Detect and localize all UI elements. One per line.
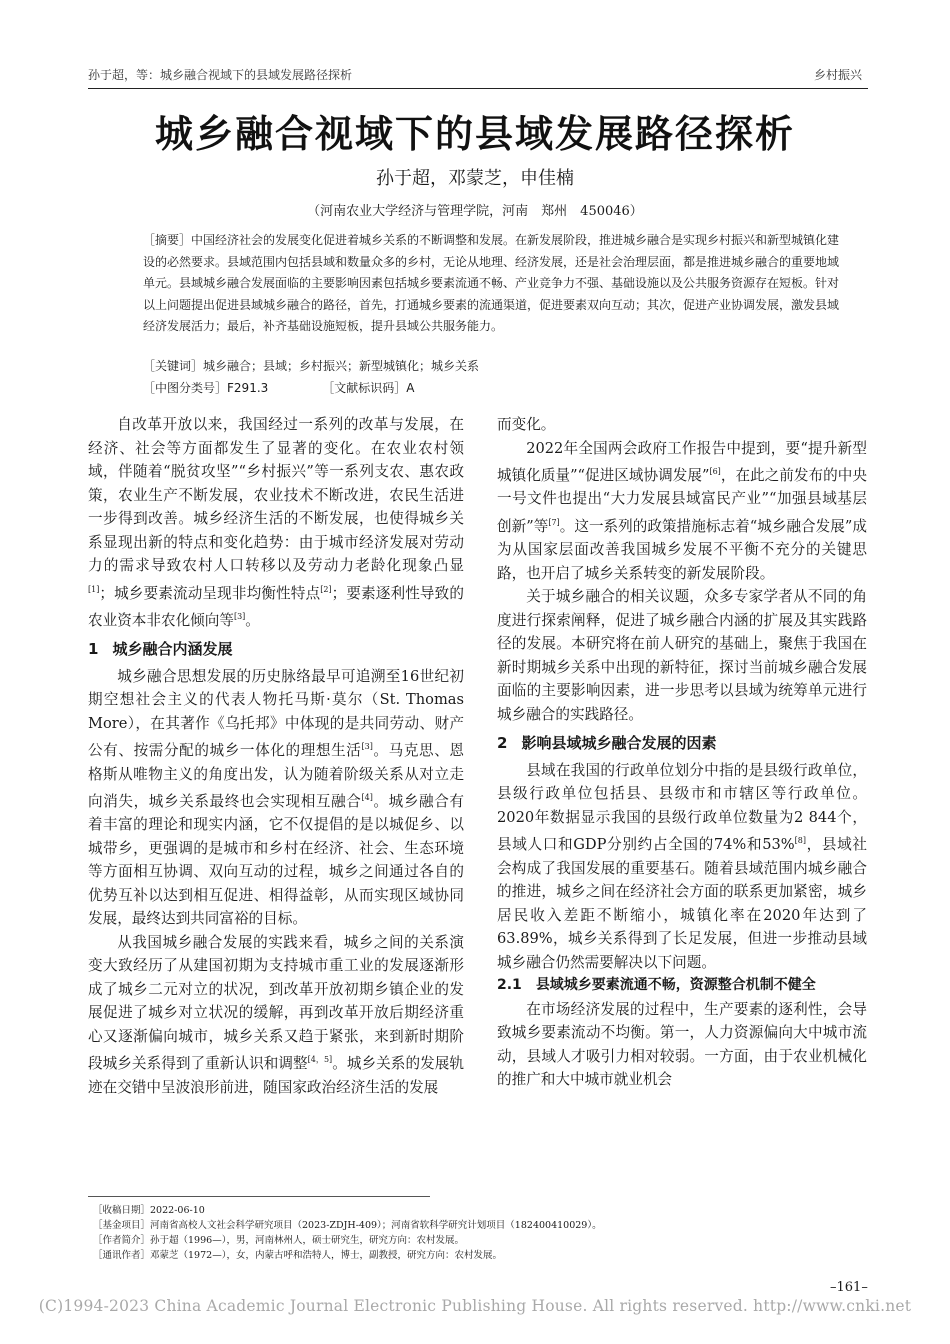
continued-text: 而变化。: [497, 416, 556, 433]
running-header-left: 孙于超，等：城乡融合视域下的县域发展路径探析: [88, 68, 353, 82]
intro-paragraph: 自改革开放以来，我国经过一系列的改革与发展，在经济、社会等方面都发生了显著的变化。在农业农村领域，伴随着“脱贫攻坚”“乡村振兴”等一系列支农、惠农政策，农业生产不断发展，农业技术不断改进，农民生活进一步得到改善。城乡经济生活的不断发展，也使得城乡关系显现出新的特点和变化趋势：由于城市经济发展对劳动力的需求导致农村人口转移以及劳动力老龄化现象凸显[1]；城乡要素流动呈现非均衡性特点[2]；要素逐利性导致的农业资本非农化倾向等[3]。: [88, 416, 464, 629]
keywords-text: 城乡融合；县域；乡村振兴；新型城镇化；城乡关系: [203, 359, 480, 373]
footnote-rule: [88, 1196, 430, 1197]
abstract-text: 中国经济社会的发展变化促进着城乡关系的不断调整和发展。在新发展阶段，推进城乡融合是实现乡村振兴和新型城镇化建设的必然要求。县域范围内包括县域和数量众多的乡村，无论从地理、经济发展，还是社会治理层面，都是推进城乡融合的重要地域单元。县域城乡融合发展面临的主要影响因素包括城乡要素流通不畅、产业竞争力不强、基础设施以及公共服务资源存在短板。针对以上问题提出促进县域城乡融合的路径，首先，打通城乡要素的流通渠道，促进要素双向互动；其次，促进产业协调发展，激发县域经济发展活力；最后，补齐基础设施短板，提升县域公共服务能力。: [143, 233, 840, 333]
section-1-paragraph-2: 从我国城乡融合发展的实践来看，城乡之间的关系演变大致经历了从建国初期为支持城市重工业的发展逐渐形成了城乡二元对立的状况，到改革开放初期乡镇企业的发展促进了城乡对立状况的缓解，再到改革开放后期经济重心又逐渐偏向城市，城乡关系又趋于紧张，来到新时期阶段城乡关系得到了重新认识和调整[4，5]。城乡关系的发展轨迹在交错中呈波浪形前进，随国家政治经济生活的发展: [88, 933, 464, 1096]
classification: [143, 378, 848, 400]
footnote-received: ［收稿日期］2022-06-10: [93, 1205, 205, 1216]
footnote-corresponding: ［通讯作者］邓蒙芝（1972—），女，内蒙古呼和浩特人，博士，副教授，研究方向：农村发展。: [93, 1250, 502, 1261]
abstract: [143, 230, 848, 338]
section-2-1-paragraph: 在市场经济发展的过程中，生产要素的逐利性，会导致城乡要素流动不均衡。第一，人力资源偏向大中城市流动，县域人才吸引力相对较弱。一方面，由于农业机械化的推广和大中城市就业机会: [497, 1000, 867, 1089]
section-1-heading: 1 城乡融合内涵发展: [88, 640, 233, 659]
footnote-fund: ［基金项目］河南省高校人文社会科学研究项目（2023-ZDJH-409）；河南省软科学研究计划项目（182400410029）。: [93, 1220, 602, 1231]
research-paragraph: 关于城乡融合的相关议题，众多专家学者从不同的角度进行探索阐释，促进了城乡融合内涵的扩展及其实践路径的发展。本研究将在前人研究的基础上，聚焦于我国在新时期城乡关系中出现的新特征，探讨当前城乡融合发展面临的主要影响因素，进一步思考以县域为统筹单元进行城乡融合的实践路径。: [497, 588, 867, 723]
page-number: –161–: [830, 1280, 868, 1295]
copyright-watermark: (C)1994-2023 China Academic Journal Electronic Publishing House. All rights reserved. http://www.cnki.net: [38, 1297, 912, 1315]
footnote-author: ［作者简介］孙于超（1996—），男，河南林州人，硕士研究生，研究方向：农村发展。: [93, 1235, 464, 1246]
left-column: [88, 413, 464, 1099]
abstract-label: ［摘要］: [143, 233, 192, 247]
header-rule: [88, 88, 868, 89]
section-2-heading: 2 影响县域城乡融合发展的因素: [497, 734, 717, 753]
clc-value: F291.3: [227, 381, 269, 395]
clc-label: ［中图分类号］: [143, 381, 228, 395]
paper-authors: 孙于超，邓蒙芝，申佳楠: [376, 168, 574, 189]
paper-affiliation: （河南农业大学经济与管理学院，河南 郑州 450046）: [307, 204, 643, 219]
paper-title: 城乡融合视域下的县域发展路径探析: [154, 112, 795, 156]
section-2-paragraph: 县域在我国的行政单位划分中指的是县级行政单位，县级行政单位包括县、县级市和市辖区等行政单位。2020年数据显示我国的县级行政单位数量为2 844个，县域人口和GDP分别约占全国的74%和53%[8]，县域社会构成了我国发展的重要基石。随着县域范围内城乡融合的推进，城乡之间在经济社会方面的联系更加紧密，城乡居民收入差距不断缩小，城镇化率在2020年达到了63.89%，城乡关系得到了长足发展，但进一步推动县域城乡融合仍然需要解决以下问题。: [497, 761, 867, 971]
doc-code-label: ［文献标识码］: [322, 381, 407, 395]
policy-paragraph: 2022年全国两会政府工作报告中提到，要“提升新型城镇化质量”“促进区域协调发展”[6]，在此之前发布的中央一号文件也提出“大力发展县域富民产业”“加强县域基层创新”等[7]。这一系列的政策措施标志着“城乡融合发展”成为从国家层面改善我国城乡发展不平衡不充分的关键思路，也开启了城乡关系转变的新发展阶段。: [497, 439, 867, 582]
section-2-1-heading: 2.1 县域城乡要素流通不畅，资源整合机制不健全: [497, 977, 816, 994]
right-column: [497, 413, 867, 1092]
running-header: [88, 66, 862, 83]
section-1-paragraph-1: 城乡融合思想发展的历史脉络最早可追溯至16世纪初期空想社会主义的代表人物托马斯·莫尔（St. Thomas More），在其著作《乌托邦》中体现的是共同劳动、财产公有、按需分配的城乡一体化的理想生活[3]。马克思、恩格斯从唯物主义的角度出发，认为随着阶级关系从对立走向消失，城乡关系最终也会实现相互融合[4]。城乡融合有着丰富的理论和现实内涵，它不仅提倡的是以城促乡、以城带乡，更强调的是城市和乡村在经济、社会、生态环境等方面相互协调、双向互动的过程，城乡之间通过各自的优势互补以达到相互促进、相得益彰，从而实现区域协同发展，最终达到共同富裕的目标。: [88, 667, 464, 928]
doc-code-value: A: [406, 381, 415, 395]
running-header-section: 乡村振兴: [813, 68, 862, 82]
keywords-label: ［关键词］: [143, 359, 204, 373]
keywords: [143, 356, 848, 378]
